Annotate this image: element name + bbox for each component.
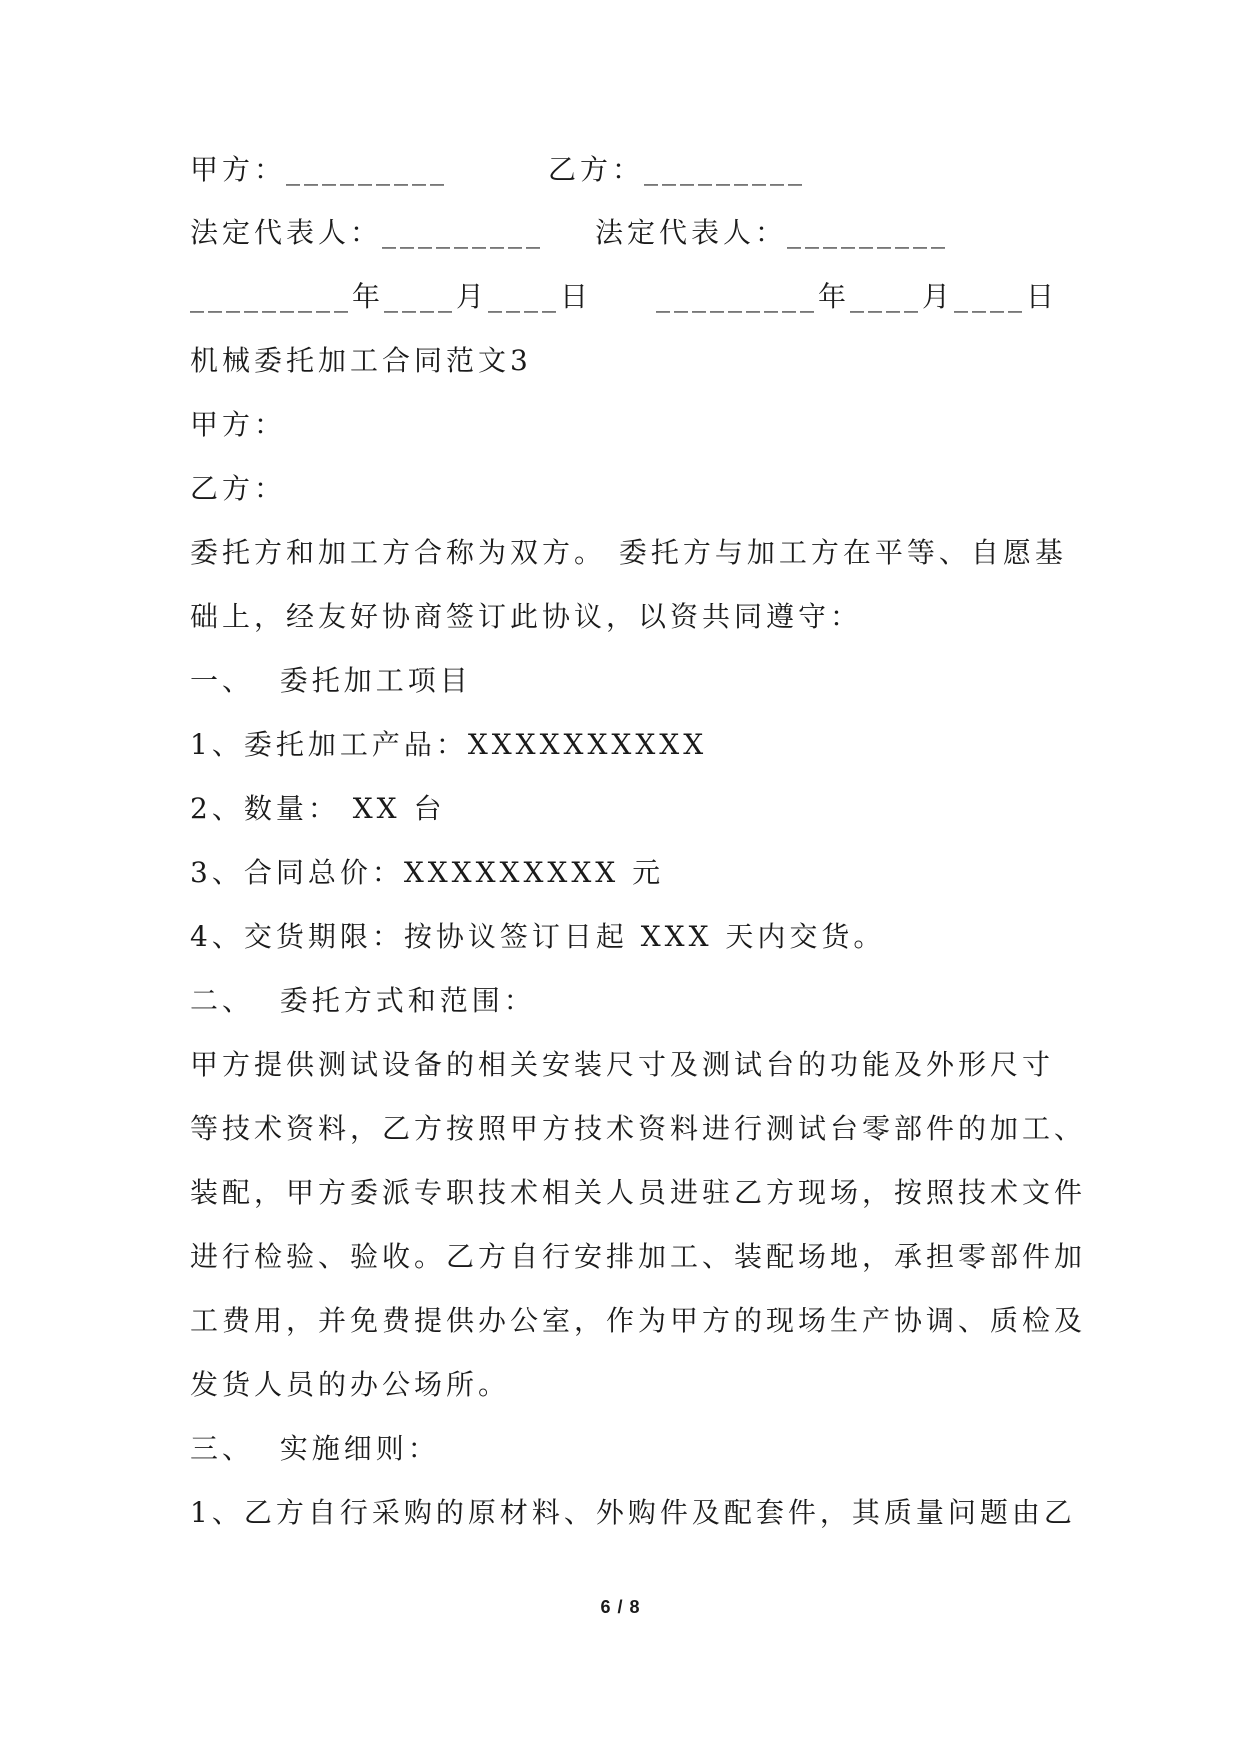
section-heading: 二、 委托方式和范围： <box>190 984 536 1017</box>
intro-line: 础上，经友好协商签订此协议，以资共同遵守： <box>190 600 863 633</box>
signature-rep-a: 法定代表人：_________ <box>190 216 545 249</box>
paragraph-line: 1、乙方自行采购的原材料、外购件及配套件，其质量问题由乙 <box>190 1496 1076 1529</box>
paragraph-line: 进行检验、验收。乙方自行安排加工、装配场地，承担零部件加 <box>190 1240 1087 1273</box>
intro-line: 委托方和加工方合称为双方。 委托方与加工方在平等、自愿基 <box>190 536 1067 569</box>
paragraph-line: 甲方提供测试设备的相关安装尺寸及测试台的功能及外形尺寸 <box>190 1048 1055 1081</box>
paragraph-line: 等技术资料，乙方按照甲方技术资料进行测试台零部件的加工、 <box>190 1112 1087 1145</box>
section-heading: 一、 委托加工项目 <box>190 664 472 697</box>
section-heading: 三、 实施细则： <box>190 1432 440 1465</box>
signature-party-a: 甲方：_________ <box>190 153 449 186</box>
party-a-label: 甲方： <box>190 408 287 441</box>
list-item: 4、交货期限：按协议签订日起 XXX 天内交货。 <box>190 920 886 953</box>
signature-rep-b: 法定代表人：_________ <box>595 216 950 249</box>
document-title: 机械委托加工合同范文3 <box>190 344 532 377</box>
party-b-label: 乙方： <box>190 472 287 505</box>
paragraph-line: 发货人员的办公场所。 <box>190 1368 511 1401</box>
list-item: 2、数量： XX 台 <box>190 792 446 825</box>
signature-date-a: _________年____月____日 <box>190 280 593 313</box>
page-number: 6 / 8 <box>600 1597 641 1617</box>
signature-party-b: 乙方：_________ <box>548 153 807 186</box>
signature-date-b: _________年____月____日 <box>656 280 1059 313</box>
paragraph-line: 工费用，并免费提供办公室，作为甲方的现场生产协调、质检及 <box>190 1304 1087 1337</box>
paragraph-line: 装配，甲方委派专职技术相关人员进驻乙方现场，按照技术文件 <box>190 1176 1087 1209</box>
list-item: 1、委托加工产品：XXXXXXXXXX <box>190 728 708 761</box>
list-item: 3、合同总价：XXXXXXXXX 元 <box>190 856 665 889</box>
